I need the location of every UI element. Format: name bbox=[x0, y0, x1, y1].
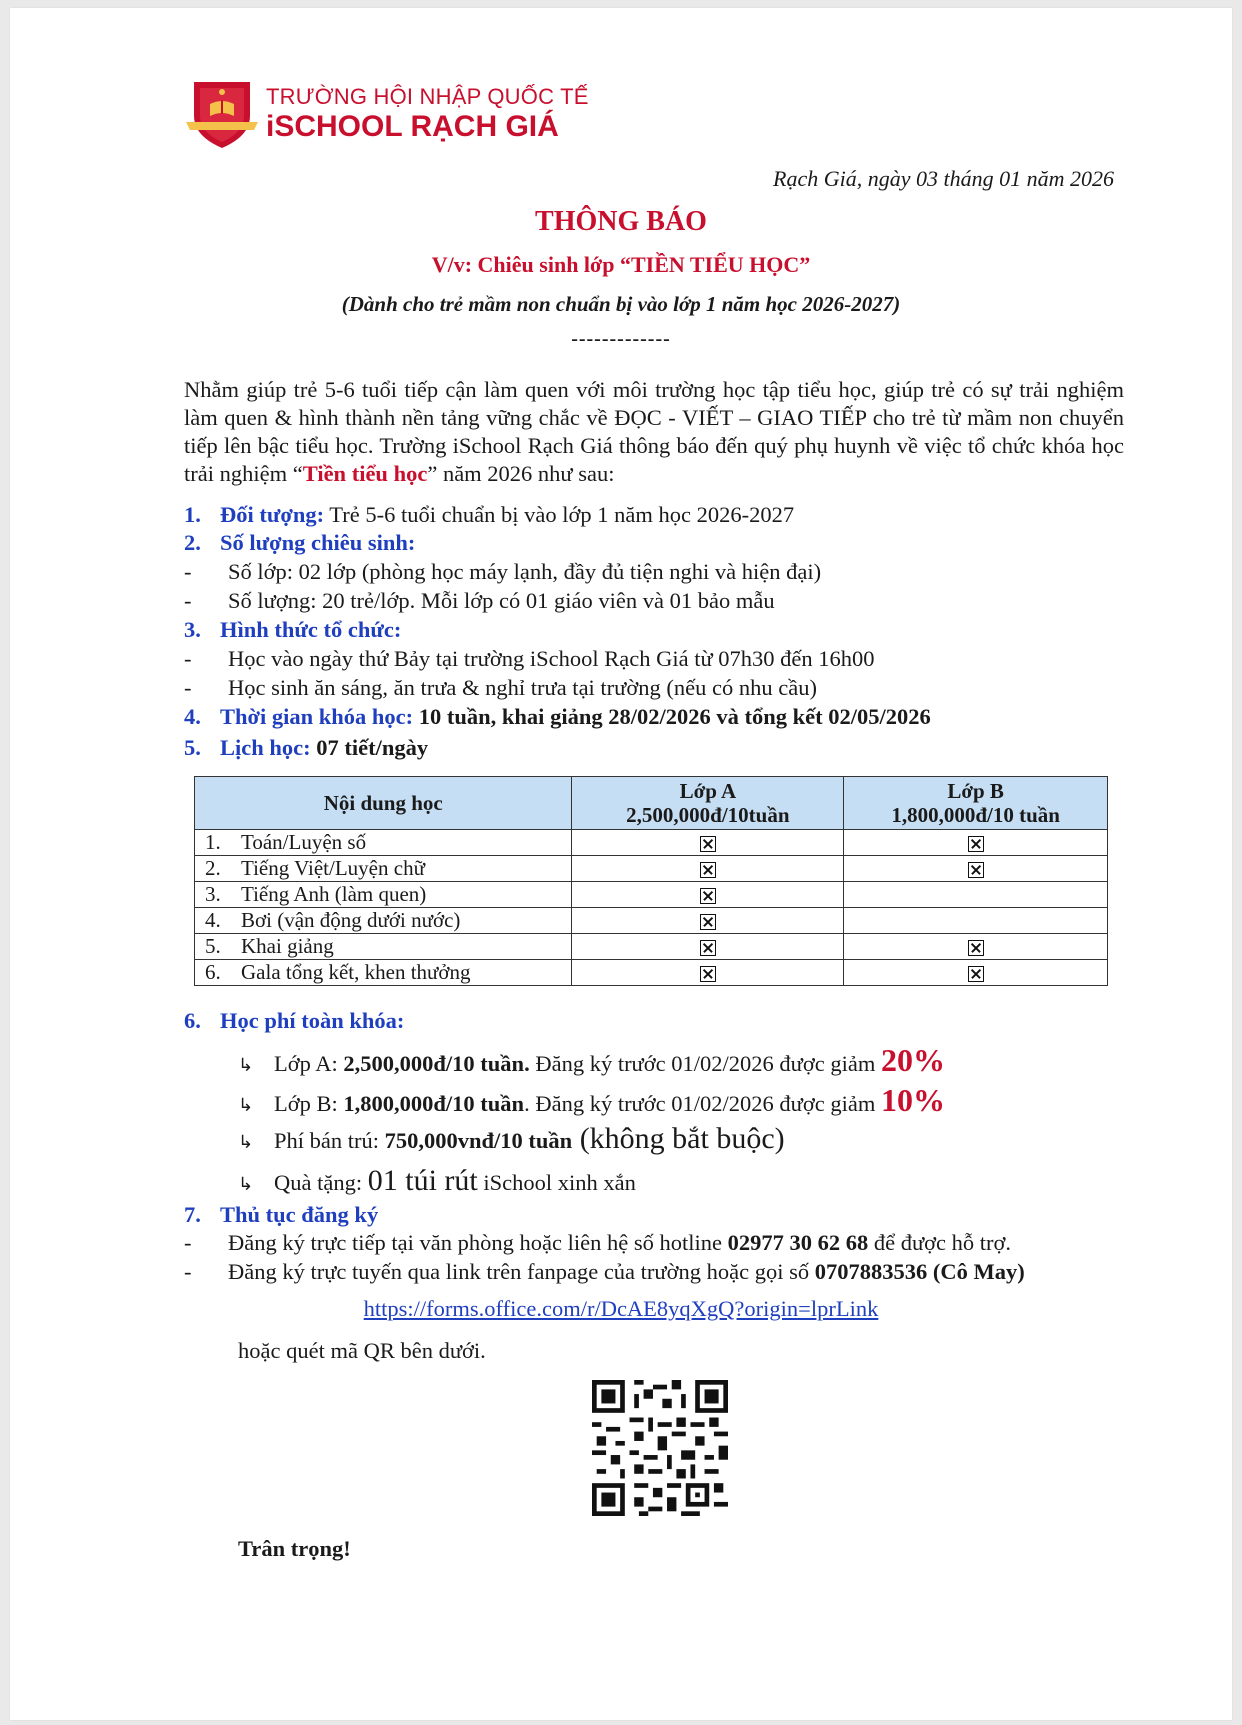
row-number: 2. bbox=[205, 856, 221, 880]
fee-text: Đăng ký trước 01/02/2026 được giảm bbox=[529, 1051, 881, 1076]
subject-name: Khai giảng bbox=[241, 934, 334, 958]
class-b-name: Lớp B bbox=[947, 779, 1004, 803]
intro-text-2: ” năm 2026 như sau: bbox=[427, 461, 615, 486]
section-label: Hình thức tổ chức: bbox=[220, 617, 402, 642]
class-b-price: 1,800,000đ/10 tuần bbox=[891, 803, 1060, 827]
section-label: Thủ tục đăng ký bbox=[220, 1202, 379, 1227]
section-number: 1. bbox=[184, 502, 201, 527]
arrow-icon: ↳ bbox=[238, 1132, 254, 1153]
checked-box-icon bbox=[968, 836, 984, 852]
list-item-text: để được hỗ trợ. bbox=[868, 1230, 1012, 1255]
header-subject: Nội dung học bbox=[195, 777, 572, 830]
subject-cell bbox=[195, 856, 572, 882]
arrow-icon: ↳ bbox=[238, 1174, 254, 1195]
class-a-name: Lớp A bbox=[679, 779, 737, 803]
subject-name: Tiếng Anh (làm quen) bbox=[241, 882, 427, 906]
list-item: - Đăng ký trực tiếp tại văn phòng hoặc liên hệ số hotline 02977 30 62 68 để được hỗ trợ. bbox=[184, 1230, 1012, 1255]
contact-phone: 0707883536 (Cô May) bbox=[814, 1259, 1025, 1284]
fee-label: Phí bán trú: bbox=[274, 1128, 385, 1153]
checked-box-icon bbox=[700, 940, 716, 956]
school-logo bbox=[184, 76, 604, 156]
section-3 bbox=[184, 617, 401, 643]
checked-box-icon bbox=[700, 836, 716, 852]
section-label: Số lượng chiêu sinh: bbox=[220, 530, 416, 555]
section-6 bbox=[184, 1008, 404, 1034]
section-number: 5. bbox=[184, 735, 201, 760]
section-number: 2. bbox=[184, 530, 201, 555]
subject-cell bbox=[195, 960, 572, 986]
fee-boarding bbox=[238, 1122, 785, 1156]
fee-text: (không bắt buộc) bbox=[572, 1122, 785, 1155]
list-item: - Số lượng: 20 trẻ/lớp. Mỗi lớp có 01 giáo viên và 01 bảo mẫu bbox=[184, 588, 775, 613]
row-number: 4. bbox=[205, 908, 221, 932]
qr-note: hoặc quét mã QR bên dưới. bbox=[238, 1338, 486, 1363]
row-number: 6. bbox=[205, 960, 221, 984]
section-label: Thời gian khóa học: bbox=[220, 704, 414, 729]
section-1 bbox=[184, 502, 794, 528]
document-page bbox=[10, 8, 1232, 1720]
section-number: 6. bbox=[184, 1008, 201, 1033]
list-item-text: Đăng ký trực tiếp tại văn phòng hoặc liên hệ số hotline bbox=[228, 1230, 728, 1255]
discount-percent: 10% bbox=[880, 1082, 945, 1118]
class-a-cell bbox=[572, 856, 844, 882]
section-number: 7. bbox=[184, 1202, 201, 1227]
list-item: - Số lớp: 02 lớp (phòng học máy lạnh, đầy đủ tiện nghi và hiện đại) bbox=[184, 559, 822, 584]
table-row bbox=[195, 856, 1108, 882]
fee-text: . Đăng ký trước 01/02/2026 được giảm bbox=[524, 1091, 881, 1116]
fee-label: Lớp A: bbox=[274, 1051, 344, 1076]
subject-name: Tiếng Việt/Luyện chữ bbox=[241, 856, 425, 880]
list-item: - Đăng ký trực tuyến qua link trên fanpage của trường hoặc gọi số 0707883536 (Cô May) bbox=[184, 1259, 1025, 1284]
fee-class-a bbox=[238, 1042, 945, 1079]
list-item-text: Học sinh ăn sáng, ăn trưa & nghỉ trưa tại trường (nếu có nhu cầu) bbox=[228, 675, 817, 700]
section-number: 3. bbox=[184, 617, 201, 642]
schedule-table bbox=[194, 776, 1108, 986]
row-number: 5. bbox=[205, 934, 221, 958]
fee-label: Lớp B: bbox=[274, 1091, 344, 1116]
class-b-cell bbox=[844, 960, 1108, 986]
section-text: Trẻ 5-6 tuổi chuẩn bị vào lớp 1 năm học 2026-2027 bbox=[324, 502, 795, 527]
class-a-cell bbox=[572, 882, 844, 908]
row-number: 1. bbox=[205, 830, 221, 854]
subject-name: Gala tổng kết, khen thưởng bbox=[241, 960, 471, 984]
fee-price: 1,800,000đ/10 tuần bbox=[343, 1091, 525, 1116]
table-row bbox=[195, 830, 1108, 856]
shield-logo-icon bbox=[184, 76, 260, 150]
section-number: 4. bbox=[184, 704, 201, 729]
class-a-cell bbox=[572, 830, 844, 856]
intro-highlight: Tiền tiểu học bbox=[302, 461, 428, 486]
section-5 bbox=[184, 735, 428, 761]
list-item: - Học sinh ăn sáng, ăn trưa & nghỉ trưa tại trường (nếu có nhu cầu) bbox=[184, 675, 817, 700]
section-text: 10 tuần, khai giảng 28/02/2026 và tổng kết 02/05/2026 bbox=[413, 704, 931, 729]
row-number: 3. bbox=[205, 882, 221, 906]
intro-paragraph bbox=[184, 376, 1124, 488]
document-note: (Dành cho trẻ mầm non chuẩn bị vào lớp 1 năm học 2026-2027) bbox=[341, 292, 901, 316]
fee-gift bbox=[238, 1164, 636, 1198]
header-class-b bbox=[844, 777, 1108, 830]
document-title: THÔNG BÁO bbox=[535, 206, 707, 237]
document-subtitle: V/v: Chiêu sinh lớp “TIỀN TIỂU HỌC” bbox=[431, 252, 811, 277]
checked-box-icon bbox=[700, 914, 716, 930]
class-b-cell bbox=[844, 934, 1108, 960]
intro-text-1: Nhằm giúp trẻ 5-6 tuổi tiếp cận làm quen với môi trường học tập tiểu học, giúp trẻ có sự trải nghiệm làm quen & hình thành nền tảng vững chắc về ĐỌC - VIẾT – GIAO TIẾP cho trẻ từ mầm non chuyển tiếp lên bậc tiểu học. Trường iSchool Rạch Giá thông báo đến quý phụ huynh về việc tổ chức khóa học trải nghiệm “ bbox=[184, 377, 1124, 486]
subject-cell bbox=[195, 830, 572, 856]
header-class-a bbox=[572, 777, 844, 830]
list-item-text: Số lớp: 02 lớp (phòng học máy lạnh, đầy đủ tiện nghi và hiện đại) bbox=[228, 559, 822, 584]
fee-price: 750,000vnđ/10 tuần bbox=[384, 1128, 573, 1153]
table-row bbox=[195, 960, 1108, 986]
arrow-icon: ↳ bbox=[238, 1095, 254, 1116]
checked-box-icon bbox=[968, 940, 984, 956]
school-name-line1: TRƯỜNG HỘI NHẬP QUỐC TẾ bbox=[266, 84, 589, 109]
list-item-text: Số lượng: 20 trẻ/lớp. Mỗi lớp có 01 giáo viên và 01 bảo mẫu bbox=[228, 588, 775, 613]
section-7 bbox=[184, 1202, 378, 1228]
class-b-cell bbox=[844, 908, 1108, 934]
section-text: 07 tiết/ngày bbox=[310, 735, 429, 760]
table-row bbox=[195, 934, 1108, 960]
table-header-row bbox=[195, 777, 1108, 830]
section-2 bbox=[184, 530, 415, 556]
subject-cell bbox=[195, 934, 572, 960]
class-b-cell bbox=[844, 882, 1108, 908]
list-item: - Học vào ngày thứ Bảy tại trường iSchool Rạch Giá từ 07h30 đến 16h00 bbox=[184, 646, 875, 671]
class-b-cell bbox=[844, 856, 1108, 882]
subject-cell bbox=[195, 882, 572, 908]
section-label: Lịch học: bbox=[220, 735, 311, 760]
checked-box-icon bbox=[700, 862, 716, 878]
divider-dashes: ------------- bbox=[571, 328, 671, 350]
list-item-text: Học vào ngày thứ Bảy tại trường iSchool Rạch Giá từ 07h30 đến 16h00 bbox=[228, 646, 875, 671]
gift-label: Quà tặng: bbox=[274, 1170, 368, 1195]
subject-name: Bơi (vận động dưới nước) bbox=[241, 908, 461, 932]
qr-code-icon[interactable] bbox=[592, 1380, 728, 1516]
table-row bbox=[195, 882, 1108, 908]
class-a-price: 2,500,000đ/10tuần bbox=[626, 803, 790, 827]
school-name-line2: iSCHOOL RẠCH GIÁ bbox=[266, 110, 559, 143]
table-row bbox=[195, 908, 1108, 934]
fee-class-b bbox=[238, 1082, 945, 1119]
discount-percent: 20% bbox=[880, 1042, 945, 1078]
checked-box-icon bbox=[968, 966, 984, 982]
section-4 bbox=[184, 704, 931, 730]
class-b-cell bbox=[844, 830, 1108, 856]
section-label: Học phí toàn khóa: bbox=[220, 1008, 405, 1033]
gift-text: iSchool xinh xắn bbox=[477, 1170, 636, 1195]
subject-cell bbox=[195, 908, 572, 934]
list-item-text: Đăng ký trực tuyến qua link trên fanpage của trường hoặc gọi số bbox=[228, 1259, 815, 1284]
subject-name: Toán/Luyện số bbox=[241, 830, 367, 854]
class-a-cell bbox=[572, 934, 844, 960]
fee-price: 2,500,000đ/10 tuần. bbox=[343, 1051, 530, 1076]
checked-box-icon bbox=[700, 966, 716, 982]
section-label: Đối tượng: bbox=[220, 502, 325, 527]
gift-item: 01 túi rút bbox=[367, 1164, 478, 1197]
registration-link[interactable]: https://forms.office.com/r/DcAE8yqXgQ?origin=lprLink bbox=[363, 1296, 879, 1321]
class-a-cell bbox=[572, 908, 844, 934]
arrow-icon: ↳ bbox=[238, 1055, 254, 1076]
checked-box-icon bbox=[700, 888, 716, 904]
document-date: Rạch Giá, ngày 03 tháng 01 năm 2026 bbox=[773, 166, 1114, 191]
checked-box-icon bbox=[968, 862, 984, 878]
hotline-number: 02977 30 62 68 bbox=[727, 1230, 869, 1255]
class-a-cell bbox=[572, 960, 844, 986]
closing-text: Trân trọng! bbox=[238, 1536, 351, 1561]
